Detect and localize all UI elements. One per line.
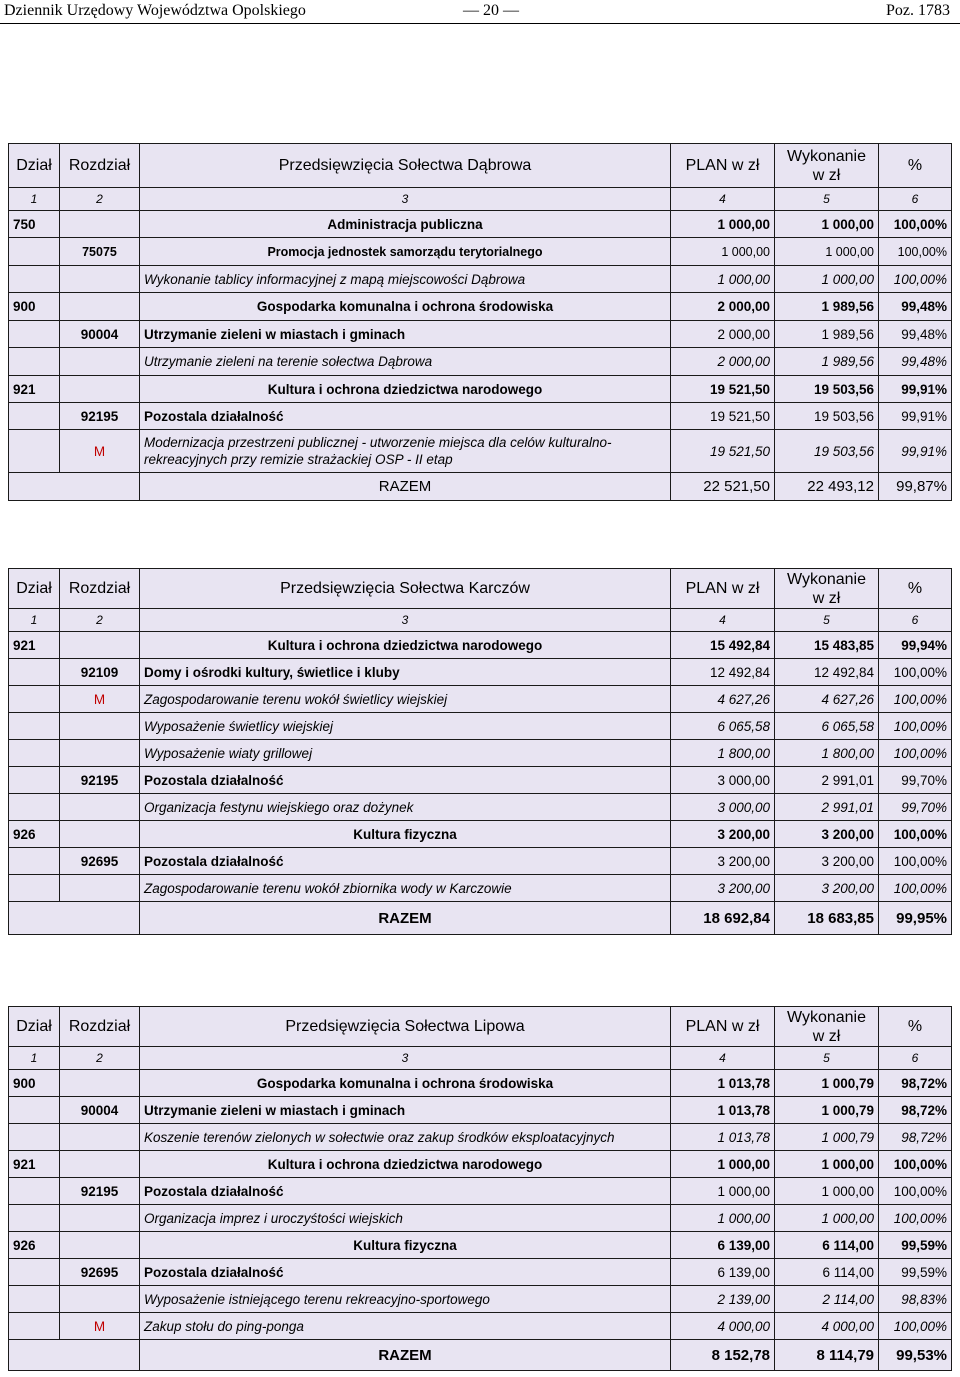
table-cell: 1 000,00 <box>775 211 879 238</box>
table-cell <box>9 403 60 430</box>
table-row <box>9 713 952 740</box>
table-cell: 1 800,00 <box>671 740 775 767</box>
table-cell: 1 000,00 <box>775 1151 879 1178</box>
table-cell: 18 683,85 <box>775 902 879 935</box>
col-dzial: Dział <box>9 144 60 188</box>
table-cell: Gospodarka komunalna i ochrona środowiska <box>140 293 671 321</box>
table-cell: Organizacja festynu wiejskiego oraz dożynek <box>140 794 671 821</box>
table-cell: Zagospodarowanie terenu wokół świetlicy wiejskiej <box>140 686 671 713</box>
table-cell: 100,00% <box>879 848 952 875</box>
table-row <box>9 767 952 794</box>
col-plan: PLAN w zł <box>671 569 775 609</box>
table-cell <box>60 821 140 848</box>
table-cell <box>60 1340 140 1371</box>
col-pct: % <box>879 569 952 609</box>
page-header <box>0 0 960 22</box>
table-cell: 99,91% <box>879 376 952 403</box>
table-cell <box>9 473 60 501</box>
table-cell: Organizacja imprez i uroczyśtości wiejskich <box>140 1205 671 1232</box>
table-cell: Pozostala działalność <box>140 848 671 875</box>
table-cell: 15 483,85 <box>775 632 879 659</box>
table-cell: 6 114,00 <box>775 1259 879 1286</box>
table-cell: 100,00% <box>879 713 952 740</box>
table-cell <box>60 1286 140 1313</box>
table-cell: 98,72% <box>879 1070 952 1097</box>
table-cell: Kultura fizyczna <box>140 1232 671 1259</box>
table-cell: 900 <box>9 1070 60 1097</box>
header-rule <box>0 23 960 24</box>
table-cell: 3 200,00 <box>671 821 775 848</box>
table-cell: 100,00% <box>879 266 952 293</box>
table-cell: 1 <box>9 1047 60 1070</box>
table-cell <box>9 740 60 767</box>
table-cell: 99,87% <box>879 473 952 501</box>
table-cell <box>9 1259 60 1286</box>
table-row <box>9 1124 952 1151</box>
col-plan: PLAN w zł <box>671 1007 775 1047</box>
table-cell: 1 013,78 <box>671 1070 775 1097</box>
table-cell: 1 000,00 <box>671 1178 775 1205</box>
table-cell: 12 492,84 <box>775 659 879 686</box>
table-cell: 4 <box>671 188 775 211</box>
table-cell: 3 200,00 <box>775 821 879 848</box>
position-number: Poz. 1783 <box>886 2 950 19</box>
table-cell: Kultura i ochrona dziedzictwa narodowego <box>140 376 671 403</box>
table-cell: Koszenie terenów zielonych w sołectwie oraz zakup środków eksploatacyjnych <box>140 1124 671 1151</box>
table-cell <box>60 902 140 935</box>
table-cell: Pozostala działalność <box>140 1259 671 1286</box>
column-numbers-row <box>9 188 952 211</box>
table-cell: 1 000,00 <box>671 1151 775 1178</box>
table-cell: 1 000,00 <box>671 266 775 293</box>
table-cell <box>60 875 140 902</box>
table-cell: Utrzymanie zieleni w miastach i gminach <box>140 321 671 348</box>
table-cell: 3 200,00 <box>671 848 775 875</box>
col-rozdzial: Rozdział <box>60 569 140 609</box>
table-cell: Wyposażenie istniejącego terenu rekreacyjno-sportowego <box>140 1286 671 1313</box>
col-rozdzial: Rozdział <box>60 1007 140 1047</box>
table-cell: Domy i ośrodki kultury, świetlice i kluby <box>140 659 671 686</box>
table-cell: 921 <box>9 632 60 659</box>
table-cell: Administracja publiczna <box>140 211 671 238</box>
table-cell: 99,94% <box>879 632 952 659</box>
table-row <box>9 321 952 348</box>
table-cell <box>9 321 60 348</box>
header-row <box>9 569 952 609</box>
table-cell: 6 139,00 <box>671 1232 775 1259</box>
table-cell: 1 000,79 <box>775 1124 879 1151</box>
table-cell: 19 503,56 <box>775 430 879 473</box>
table-row <box>9 430 952 473</box>
col-dzial: Dział <box>9 1007 60 1047</box>
table-cell: 12 492,84 <box>671 659 775 686</box>
table-row <box>9 238 952 266</box>
table-cell: 19 503,56 <box>775 376 879 403</box>
col-pct: % <box>879 1007 952 1047</box>
table-cell: 4 <box>671 609 775 632</box>
table-cell: Zakup stołu do ping-ponga <box>140 1313 671 1340</box>
table-cell <box>9 430 60 473</box>
table-cell <box>9 902 60 935</box>
col-plan: PLAN w zł <box>671 144 775 188</box>
table-cell: 1 000,00 <box>671 211 775 238</box>
table-cell: 90004 <box>60 1097 140 1124</box>
table-cell: 100,00% <box>879 821 952 848</box>
table-cell: 99,91% <box>879 430 952 473</box>
table-cell: Pozostala działalność <box>140 1178 671 1205</box>
table-cell: 921 <box>9 1151 60 1178</box>
table-cell: 15 492,84 <box>671 632 775 659</box>
table-row <box>9 403 952 430</box>
journal-title: Dziennik Urzędowy Województwa Opolskiego <box>4 2 306 19</box>
table-karczow <box>8 568 952 935</box>
table-row <box>9 266 952 293</box>
column-numbers-row <box>9 609 952 632</box>
table-cell: 100,00% <box>879 238 952 266</box>
table-cell: 100,00% <box>879 1151 952 1178</box>
table-cell <box>60 632 140 659</box>
table-cell: 3 <box>140 609 671 632</box>
table-row <box>9 376 952 403</box>
table-cell: 99,53% <box>879 1340 952 1371</box>
table-cell <box>60 1232 140 1259</box>
table-cell <box>60 348 140 376</box>
table-row <box>9 821 952 848</box>
table-cell: 3 200,00 <box>775 848 879 875</box>
table-cell: 3 000,00 <box>671 794 775 821</box>
table-row <box>9 686 952 713</box>
table-cell: 2 <box>60 188 140 211</box>
table-cell: 8 114,79 <box>775 1340 879 1371</box>
table-cell: 92195 <box>60 767 140 794</box>
table-cell: 92695 <box>60 848 140 875</box>
table-row <box>9 348 952 376</box>
table-cell: 1 013,78 <box>671 1124 775 1151</box>
table-cell: 5 <box>775 1047 879 1070</box>
table-cell: 98,72% <box>879 1097 952 1124</box>
table-row <box>9 848 952 875</box>
table-row <box>9 740 952 767</box>
table-cell: 2 139,00 <box>671 1286 775 1313</box>
table-cell: 1 000,79 <box>775 1097 879 1124</box>
table-cell: 1 013,78 <box>671 1097 775 1124</box>
table-cell: 99,48% <box>879 348 952 376</box>
table-cell: 19 521,50 <box>671 403 775 430</box>
table-cell: 8 152,78 <box>671 1340 775 1371</box>
table-cell: M <box>60 686 140 713</box>
table-cell: 2 991,01 <box>775 794 879 821</box>
table-row <box>9 1151 952 1178</box>
table-cell: 19 521,50 <box>671 430 775 473</box>
table-cell: 6 114,00 <box>775 1232 879 1259</box>
table-row <box>9 794 952 821</box>
table-row <box>9 211 952 238</box>
table-cell <box>60 473 140 501</box>
table-cell <box>9 238 60 266</box>
table-cell: 1 800,00 <box>775 740 879 767</box>
table-cell: 1 000,00 <box>671 238 775 266</box>
col-dzial: Dział <box>9 569 60 609</box>
table-cell <box>60 1070 140 1097</box>
table-cell: 2 000,00 <box>671 321 775 348</box>
table-cell: 750 <box>9 211 60 238</box>
table-cell: 2 000,00 <box>671 293 775 321</box>
table-cell: 3 000,00 <box>671 767 775 794</box>
table-cell: 2 <box>60 1047 140 1070</box>
table-cell: 921 <box>9 376 60 403</box>
table-cell: 3 <box>140 1047 671 1070</box>
table-cell <box>9 1313 60 1340</box>
total-row <box>9 902 952 935</box>
table-cell: 6 065,58 <box>671 713 775 740</box>
table-cell <box>9 875 60 902</box>
table-cell: 1 000,00 <box>775 1205 879 1232</box>
table-cell: 1 000,00 <box>775 1178 879 1205</box>
table-row <box>9 875 952 902</box>
table-cell: 4 627,26 <box>775 686 879 713</box>
table-cell: 1 989,56 <box>775 348 879 376</box>
table-cell: RAZEM <box>140 902 671 935</box>
table-cell: Kultura fizyczna <box>140 821 671 848</box>
table-title: Przedsięwzięcia Sołectwa Lipowa <box>140 1007 671 1047</box>
col-wykonanie: Wykonanie w zł <box>775 1007 879 1047</box>
table-cell <box>9 266 60 293</box>
table-cell: 1 000,79 <box>775 1070 879 1097</box>
col-pct: % <box>879 144 952 188</box>
table-cell: M <box>60 430 140 473</box>
table-cell: Modernizacja przestrzeni publicznej - utworzenie miejsca dla celów kulturalno-rekreacyjnych przy remizie strażackiej OSP - II etap <box>140 430 671 473</box>
table-cell: Promocja jednostek samorządu terytorialnego <box>140 238 671 266</box>
table-title: Przedsięwzięcia Sołectwa Karczów <box>140 569 671 609</box>
table-cell <box>60 794 140 821</box>
table-cell: 92695 <box>60 1259 140 1286</box>
table-row <box>9 1286 952 1313</box>
table-cell <box>60 1124 140 1151</box>
table-cell: 99,95% <box>879 902 952 935</box>
table-cell <box>9 1178 60 1205</box>
table-cell: 926 <box>9 821 60 848</box>
table-dabrowa <box>8 143 952 501</box>
table-cell: 99,59% <box>879 1232 952 1259</box>
table-row <box>9 1178 952 1205</box>
table-cell: 1 989,56 <box>775 321 879 348</box>
table-row <box>9 1070 952 1097</box>
table-cell: 1 000,00 <box>775 266 879 293</box>
table-cell <box>60 266 140 293</box>
table-cell: Kultura i ochrona dziedzictwa narodowego <box>140 632 671 659</box>
table-cell: 4 <box>671 1047 775 1070</box>
table-cell <box>60 1205 140 1232</box>
table-cell <box>60 376 140 403</box>
table-cell: 926 <box>9 1232 60 1259</box>
table-cell: 100,00% <box>879 211 952 238</box>
table-cell: Pozostala działalność <box>140 403 671 430</box>
table-row <box>9 1313 952 1340</box>
table-row <box>9 293 952 321</box>
header-row <box>9 1007 952 1047</box>
table-cell: Gospodarka komunalna i ochrona środowiska <box>140 1070 671 1097</box>
table-cell: RAZEM <box>140 1340 671 1371</box>
col-wykonanie: Wykonanie w zł <box>775 569 879 609</box>
table-cell: 6 <box>879 609 952 632</box>
table-cell: 2 <box>60 609 140 632</box>
table-row <box>9 1097 952 1124</box>
col-wykonanie: Wykonanie w zł <box>775 144 879 188</box>
col-rozdzial: Rozdział <box>60 144 140 188</box>
column-numbers-row <box>9 1047 952 1070</box>
table-cell: 4 627,26 <box>671 686 775 713</box>
table-cell: 92195 <box>60 403 140 430</box>
total-row <box>9 1340 952 1371</box>
table-cell: 6 065,58 <box>775 713 879 740</box>
table-cell: 2 991,01 <box>775 767 879 794</box>
table-cell: 99,70% <box>879 794 952 821</box>
table-cell <box>60 713 140 740</box>
table-cell: 2 114,00 <box>775 1286 879 1313</box>
table-cell: M <box>60 1313 140 1340</box>
table-row <box>9 1232 952 1259</box>
table-cell <box>9 1286 60 1313</box>
table-cell: 3 <box>140 188 671 211</box>
table-cell: 99,70% <box>879 767 952 794</box>
table-cell: 22 493,12 <box>775 473 879 501</box>
table-cell: 1 000,00 <box>775 238 879 266</box>
table-cell: 100,00% <box>879 1205 952 1232</box>
table-cell <box>9 794 60 821</box>
table-cell: 99,48% <box>879 321 952 348</box>
table-cell: 1 <box>9 609 60 632</box>
table-cell <box>60 1151 140 1178</box>
table-cell: 100,00% <box>879 659 952 686</box>
table-cell: 100,00% <box>879 686 952 713</box>
table-cell: 100,00% <box>879 740 952 767</box>
table-cell: Wyposażenie świetlicy wiejskiej <box>140 713 671 740</box>
table-cell: Wyposażenie wiaty grillowej <box>140 740 671 767</box>
table-cell <box>60 211 140 238</box>
page-number: — 20 — <box>463 2 519 19</box>
table-cell <box>9 767 60 794</box>
table-cell: 4 000,00 <box>671 1313 775 1340</box>
table-row <box>9 632 952 659</box>
header-row <box>9 144 952 188</box>
table-cell <box>9 713 60 740</box>
table-cell: Utrzymanie zieleni w miastach i gminach <box>140 1097 671 1124</box>
table-cell <box>9 659 60 686</box>
table-cell: 90004 <box>60 321 140 348</box>
table-cell: 18 692,84 <box>671 902 775 935</box>
table-cell: RAZEM <box>140 473 671 501</box>
table-cell: 3 200,00 <box>775 875 879 902</box>
table-cell: 6 139,00 <box>671 1259 775 1286</box>
table-cell: 92109 <box>60 659 140 686</box>
table-cell <box>9 1097 60 1124</box>
table-cell: 22 521,50 <box>671 473 775 501</box>
table-cell: 92195 <box>60 1178 140 1205</box>
table-cell: Kultura i ochrona dziedzictwa narodowego <box>140 1151 671 1178</box>
table-title: Przedsięwzięcia Sołectwa Dąbrowa <box>140 144 671 188</box>
table-cell: 5 <box>775 188 879 211</box>
table-cell: 3 200,00 <box>671 875 775 902</box>
table-cell <box>9 1340 60 1371</box>
table-cell: 98,83% <box>879 1286 952 1313</box>
table-cell: 100,00% <box>879 1313 952 1340</box>
table-row <box>9 1205 952 1232</box>
table-cell: 900 <box>9 293 60 321</box>
table-cell: 98,72% <box>879 1124 952 1151</box>
table-cell: 19 521,50 <box>671 376 775 403</box>
table-cell <box>9 1205 60 1232</box>
table-cell: 99,59% <box>879 1259 952 1286</box>
table-row <box>9 1259 952 1286</box>
table-cell: Zagospodarowanie terenu wokół zbiornika wody w Karczowie <box>140 875 671 902</box>
table-cell <box>60 740 140 767</box>
table-cell: 6 <box>879 188 952 211</box>
table-cell <box>60 293 140 321</box>
table-cell <box>9 686 60 713</box>
table-cell: 6 <box>879 1047 952 1070</box>
table-cell: 5 <box>775 609 879 632</box>
table-cell: Pozostala działalność <box>140 767 671 794</box>
table-cell: 1 <box>9 188 60 211</box>
table-cell <box>9 1124 60 1151</box>
table-cell: 1 989,56 <box>775 293 879 321</box>
table-cell: 75075 <box>60 238 140 266</box>
table-lipowa <box>8 1006 952 1371</box>
table-cell: 2 000,00 <box>671 348 775 376</box>
table-cell: 4 000,00 <box>775 1313 879 1340</box>
table-cell: Utrzymanie zieleni na terenie sołectwa Dąbrowa <box>140 348 671 376</box>
table-cell: 1 000,00 <box>671 1205 775 1232</box>
total-row <box>9 473 952 501</box>
table-row <box>9 659 952 686</box>
table-cell: 100,00% <box>879 1178 952 1205</box>
table-cell <box>9 848 60 875</box>
table-cell: 19 503,56 <box>775 403 879 430</box>
table-cell: 99,48% <box>879 293 952 321</box>
table-cell: Wykonanie tablicy informacyjnej z mapą miejscowości Dąbrowa <box>140 266 671 293</box>
table-cell: 99,91% <box>879 403 952 430</box>
table-cell: 100,00% <box>879 875 952 902</box>
table-cell <box>9 348 60 376</box>
